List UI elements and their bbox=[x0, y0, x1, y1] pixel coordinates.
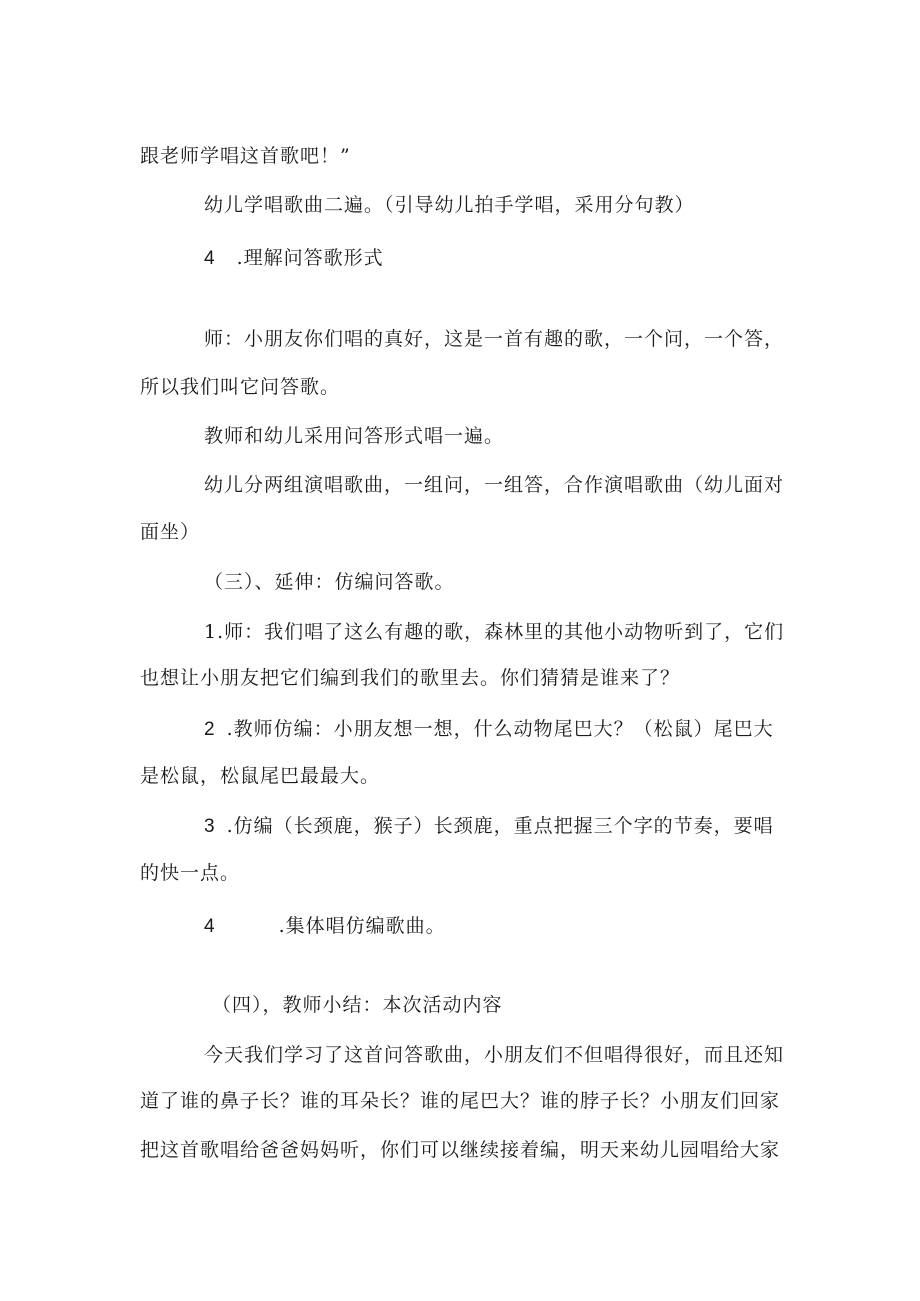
list-item bbox=[204, 717, 774, 742]
list-item-text: .仿编（长颈鹿，猴子）长颈鹿，重点把握三个字的节奏，要唱 bbox=[226, 815, 774, 837]
paragraph-line: 道了谁的鼻子长？谁的耳朵长？谁的尾巴大？谁的脖子长？小朋友们回家 bbox=[140, 1090, 781, 1112]
section-heading: （三）、延伸：仿编问答歌。 bbox=[204, 571, 455, 593]
list-item bbox=[204, 814, 774, 839]
paragraph-line: 的快一点。 bbox=[140, 862, 241, 884]
paragraph-line: 跟老师学唱这首歌吧！” bbox=[140, 145, 351, 167]
list-number: 4 bbox=[204, 248, 216, 269]
paragraph-line: 幼儿分两组演唱歌曲，一组问，一组答，合作演唱歌曲（幼儿面对 bbox=[204, 474, 785, 496]
list-number: 3 bbox=[204, 816, 216, 837]
paragraph-line: 1.师：我们唱了这么有趣的歌，森林里的其他小动物听到了，它们 bbox=[204, 621, 785, 643]
list-item-text: .集体唱仿编歌曲。 bbox=[278, 915, 446, 937]
list-number: 2 bbox=[204, 719, 216, 740]
paragraph-line: 师：小朋友你们唱的真好，这是一首有趣的歌，一个问，一个答， bbox=[204, 328, 785, 350]
paragraph-line: 幼儿学唱歌曲二遍。（引导幼儿拍手学唱，采用分句教） bbox=[204, 194, 695, 216]
paragraph-line: 面坐） bbox=[140, 521, 201, 543]
paragraph-line: 教师和幼儿采用问答形式唱一遍。 bbox=[204, 425, 505, 447]
section-heading bbox=[204, 246, 384, 271]
paragraph-line: 也想让小朋友把它们编到我们的歌里去。你们猜猜是谁来了？ bbox=[140, 667, 681, 689]
list-item-text: .教师仿编：小朋友想一想，什么动物尾巴大？（松鼠）尾巴大 bbox=[226, 718, 774, 740]
paragraph-line: 是松鼠，松鼠尾巴最最大。 bbox=[140, 765, 381, 787]
list-item bbox=[204, 914, 446, 939]
list-number: 4 bbox=[204, 916, 216, 937]
heading-text: .理解问答歌形式 bbox=[236, 247, 384, 269]
paragraph-line: 把这首歌唱给爸爸妈妈听，你们可以继续接着编，明天来幼儿园唱给大家 bbox=[140, 1139, 781, 1161]
section-heading: （四），教师小结：本次活动内容 bbox=[212, 994, 503, 1016]
paragraph-line: 今天我们学习了这首问答歌曲，小朋友们不但唱得很好，而且还知 bbox=[204, 1044, 785, 1066]
paragraph-line: 所以我们叫它问答歌。 bbox=[140, 376, 341, 398]
